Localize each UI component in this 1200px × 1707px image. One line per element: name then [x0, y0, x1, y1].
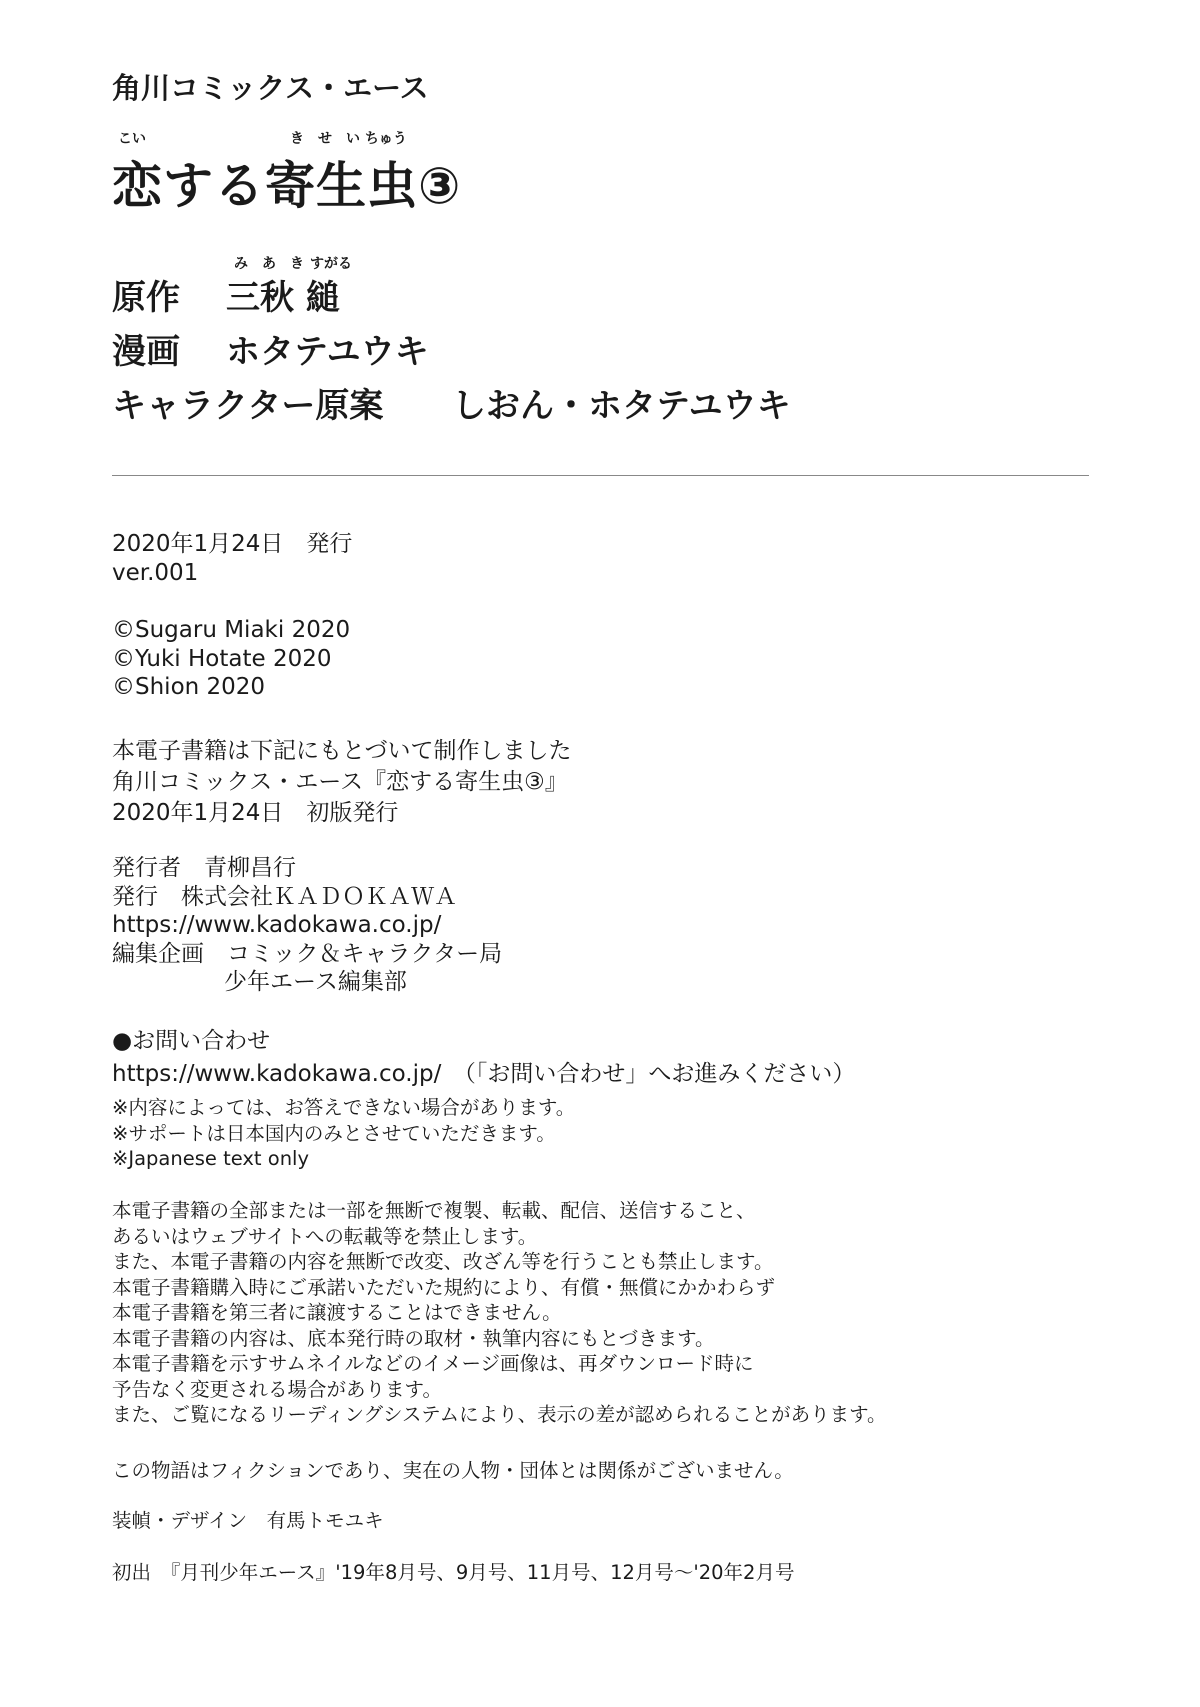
credit-manga-name: ホタテユウキ — [226, 332, 429, 372]
series-name: 角川コミックス・エース — [112, 71, 429, 105]
author-ruby-sugaru: すがる — [310, 256, 352, 272]
legal-line: 本電子書籍購入時にご承諾いただいた規約により、有償・無償にかかわらず — [112, 1275, 776, 1299]
publication-info — [112, 530, 352, 587]
publication-date: 2020年1月24日 発行 — [112, 531, 353, 557]
title-ruby-koi: こい — [118, 131, 146, 147]
credit-original — [112, 270, 340, 319]
credit-manga — [112, 324, 429, 373]
publisher-dept: 少年エース編集部 — [224, 969, 407, 995]
copyright-line: ©Shion 2020 — [112, 674, 266, 700]
copyright-line: ©Sugaru Miaki 2020 — [112, 617, 351, 643]
credit-original-label: 原作 — [112, 278, 180, 318]
source-line: 2020年1月24日 初版発行 — [112, 800, 399, 826]
credit-character-label: キャラクター原案 — [112, 386, 384, 426]
legal-line: あるいはウェブサイトへの転載等を禁止します。 — [112, 1224, 538, 1248]
version: ver.001 — [112, 559, 199, 586]
legal-line: また、本電子書籍の内容を無断で改変、改ざん等を行うことも禁止します。 — [112, 1250, 774, 1273]
legal-line: 本電子書籍を示すサムネイルなどのイメージ画像は、再ダウンロード時に — [112, 1352, 754, 1375]
publisher-line: 発行者 青柳昌行 — [112, 855, 296, 881]
first-appearance: 初出 『月刊少年エース』'19年8月号、9月号、11月号、12月号～'20年2月号 — [112, 1561, 795, 1584]
publisher-block — [112, 854, 502, 997]
book-title: 恋する寄生虫③ — [112, 157, 462, 215]
inquiry-block — [112, 1025, 855, 1091]
credit-manga-label: 漫画 — [112, 332, 180, 372]
title-ruby-kiseichuu: き せ い ちゅう — [290, 131, 407, 147]
inquiry-url: https://www.kadokawa.co.jp/ （「お問い合わせ」へお進みください） — [112, 1061, 856, 1087]
inquiry-notes — [112, 1095, 575, 1172]
copyright-block — [112, 616, 350, 702]
legal-line: 本電子書籍の全部または一部を無断で複製、転載、配信、送信すること、 — [112, 1199, 756, 1222]
divider-rule — [112, 475, 1089, 476]
inquiry-note: ※サポートは日本国内のみとさせていただきます。 — [112, 1121, 556, 1145]
publisher-line: 編集企画 コミック＆キャラクター局 — [112, 940, 503, 967]
legal-line: 本電子書籍の内容は、底本発行時の取材・執筆内容にもとづきます。 — [112, 1326, 715, 1350]
legal-line: また、ご覧になるリーディングシステムにより、表示の差が認められることがあります。 — [112, 1403, 887, 1426]
source-line: 本電子書籍は下記にもとづいて制作しました — [112, 738, 572, 764]
publisher-line: 発行 株式会社ＫＡＤＯＫＡＷＡ — [112, 883, 457, 910]
source-line: 角川コミックス・エース『恋する寄生虫③』 — [112, 769, 568, 795]
inquiry-note: ※内容によっては、お答えできない場合があります。 — [112, 1096, 576, 1119]
legal-block — [112, 1198, 887, 1428]
fiction-notice: この物語はフィクションであり、実在の人物・団体とは関係がございません。 — [112, 1459, 794, 1482]
credit-character-name: しおん・ホタテユウキ — [452, 386, 791, 426]
copyright-line: ©Yuki Hotate 2020 — [112, 645, 332, 672]
design-credit: 装幀・デザイン 有馬トモユキ — [112, 1509, 384, 1532]
legal-line: 予告なく変更される場合があります。 — [112, 1377, 442, 1401]
credit-original-name: 三秋 縋 — [226, 278, 340, 318]
publisher-url: https://www.kadokawa.co.jp/ — [112, 912, 442, 938]
source-block — [112, 736, 572, 829]
credit-character — [112, 378, 791, 427]
inquiry-note: ※Japanese text only — [112, 1147, 310, 1170]
legal-line: 本電子書籍を第三者に譲渡することはできません。 — [112, 1301, 562, 1324]
inquiry-heading: ●お問い合わせ — [112, 1028, 271, 1054]
author-ruby-miaki: み あ き — [234, 256, 304, 272]
